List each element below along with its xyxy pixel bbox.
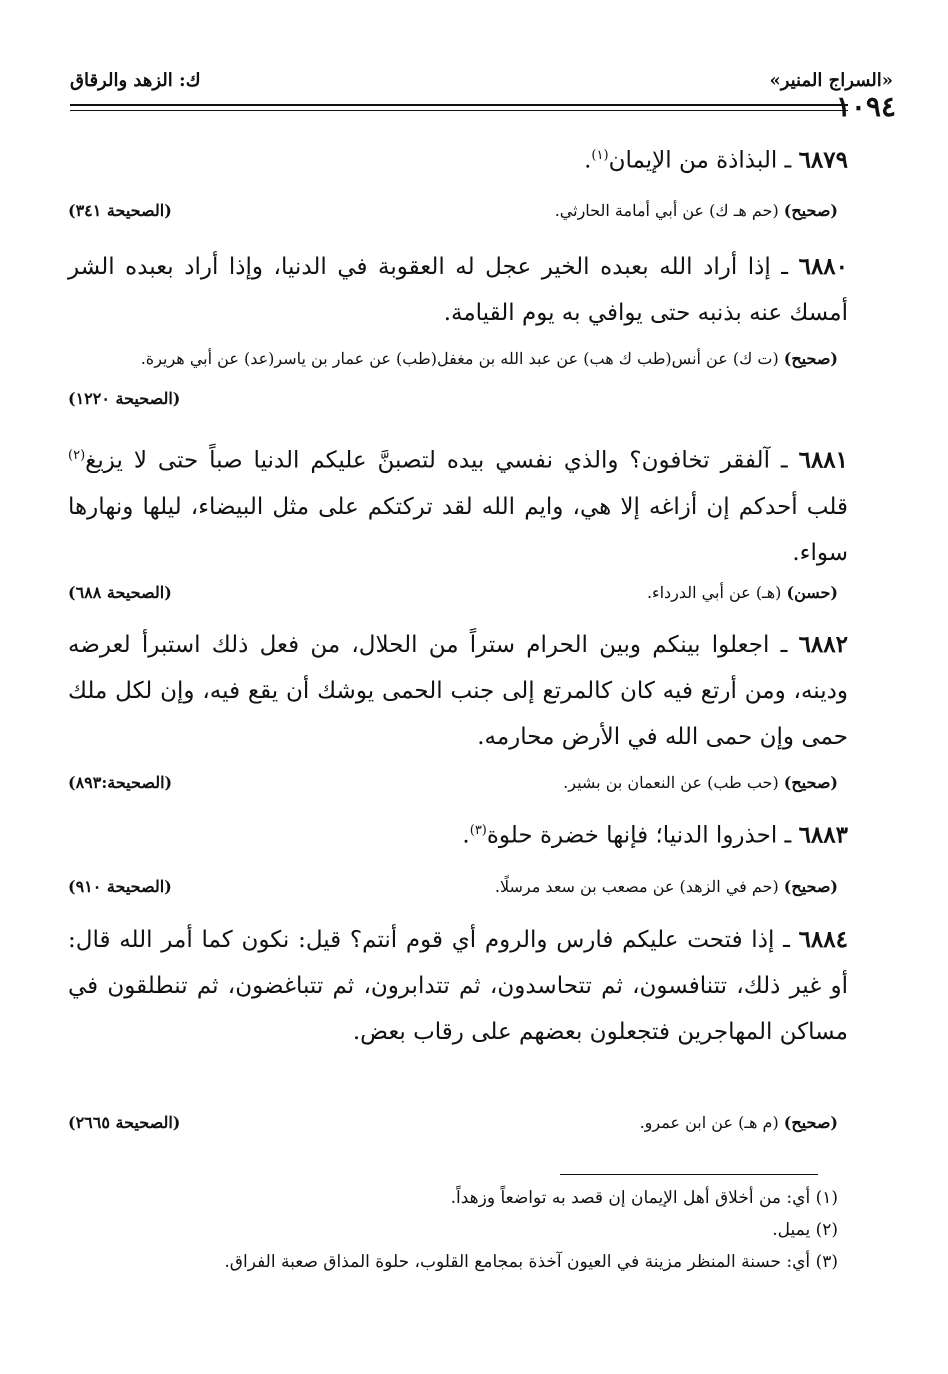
hadith-text: ـ آلفقر تخافون؟ والذي نفسي بيده لتصبنَّ عليكم الدنيا صباً حتى لا يزيغ	[85, 447, 788, 474]
hadith-source	[68, 342, 838, 408]
hadith-number: ٦٨٨٢	[798, 631, 848, 658]
footnote	[68, 1246, 838, 1278]
source-text: (حم في الزهد) عن مصعب بن سعد مرسلًا.	[494, 877, 779, 896]
hadith-grade: (حسن)	[786, 583, 838, 602]
hadith-entry	[68, 244, 848, 336]
reference: (الصحيحة ٩١٠)	[68, 877, 172, 896]
hadith-grade: (صحيح)	[783, 349, 838, 368]
source-text: (ت ك) عن أنس(طب ك هب) عن عبد الله بن مغفل(طب) عن عمار بن ياسر(عد) عن أبي هريرة.	[140, 349, 779, 368]
hadith-entry: ٦٨٧٩ ـ البذاذة من الإيمان$^{(١)}$.	[584, 146, 848, 174]
reference: (الصحيحة ٢٦٦٥)	[68, 1113, 181, 1132]
hadith-source	[68, 766, 838, 800]
reference: (الصحيحة ٦٨٨)	[68, 583, 172, 602]
reference: (الصحيحة ١٢٢٠)	[68, 389, 181, 408]
footnote-rule	[560, 1174, 818, 1175]
header-rule	[70, 104, 848, 106]
footnote-number: (٣)	[815, 1252, 838, 1272]
hadith-entry	[68, 917, 848, 1055]
reference: (الصحيحة ٣٤١)	[68, 201, 172, 220]
hadith-number: ٦٨٨٣	[798, 821, 848, 849]
footnotes	[68, 1182, 838, 1278]
footnote-text: يميل.	[772, 1220, 811, 1240]
footnote	[68, 1182, 838, 1214]
footnote-marker: (٣)	[469, 823, 487, 838]
hadith-grade: (صحيح)	[783, 773, 838, 792]
footnote-number: (١)	[815, 1188, 838, 1208]
hadith-grade: (صحيح)	[783, 877, 838, 896]
page-number: ١٠٩٤	[835, 90, 896, 123]
page-header	[70, 70, 893, 100]
hadith-source	[68, 1106, 838, 1140]
hadith-entry: ٦٨٨٣ ـ احذروا الدنيا؛ فإنها خضرة حلوة$^{(٣)}$.	[462, 821, 848, 849]
source-text: (حم هـ ك) عن أبي أمامة الحارثي.	[554, 201, 779, 220]
hadith-entry: ٦٨٨١ ـ آلفقر تخافون؟ والذي نفسي بيده لتصبنَّ عليكم الدنيا صباً حتى لا يزيغ$^{(٢)}$ قلب أحدكم إن أزاغه إلا هي، وايم الله لقد تركتكم على مثل البيضاء، ليلها ونهارها سواء.	[68, 446, 849, 566]
hadith-text: ـ اجعلوا بينكم وبين الحرام ستراً من الحلال، من فعل ذلك استبرأ لعرضه ودينه، ومن أرتع فيه كان كالمرتع إلى جنب الحمى يوشك أن يقع فيه، وإن لكل ملك حمى وإن حمى الله في الأرض محارمه.	[68, 632, 848, 750]
hadith-number: ٦٨٧٩	[798, 146, 848, 174]
source-text: (م هـ) عن ابن عمرو.	[639, 1113, 779, 1132]
footnote-marker: (٢)	[68, 448, 86, 463]
hadith-grade: (صحيح)	[783, 201, 838, 220]
hadith-number: ٦٨٨١	[798, 446, 849, 474]
hadith-grade: (صحيح)	[783, 1113, 838, 1132]
hadith-source	[68, 194, 838, 228]
hadith-source	[68, 870, 838, 904]
hadith-text: ـ إذا أراد الله بعبده الخير عجل له العقوبة في الدنيا، وإذا أراد بعبده الشر أمسك عنه بذنبه حتى يوافي به يوم القيامة.	[68, 254, 848, 326]
footnote-marker: (١)	[591, 148, 609, 163]
hadith-entry	[68, 622, 848, 760]
book-title: «السراج المنير»	[769, 70, 893, 91]
footnote-text: أي: من أخلاق أهل الإيمان إن قصد به تواضعاً وزهداً.	[450, 1188, 811, 1208]
footnote	[68, 1214, 838, 1246]
footnote-number: (٢)	[815, 1220, 838, 1240]
reference: (الصحيحة:٨٩٣)	[68, 773, 173, 792]
footnote-text: أي: حسنة المنظر مزينة في العيون آخذة بمجامع القلوب، حلوة المذاق صعبة الفراق.	[224, 1252, 811, 1272]
hadith-source	[68, 576, 838, 610]
hadith-text: ـ إذا فتحت عليكم فارس والروم أي قوم أنتم؟ قيل: نكون كما أمر الله قال: أو غير ذلك، تتنافسون، ثم تتحاسدون، ثم تتدابرون، ثم تتباغضون، ثم تنطلقون في مساكن المهاجرين فتجعلون بعضهم على رقاب بعض.	[68, 927, 848, 1045]
chapter-title: ك: الزهد والرقاق	[70, 70, 201, 91]
hadith-text: ـ احذروا الدنيا؛ فإنها خضرة حلوة	[486, 822, 792, 849]
source-text: (حب طب) عن النعمان بن بشير.	[563, 773, 779, 792]
hadith-number: ٦٨٨٠	[798, 253, 849, 280]
source-text: (هـ) عن أبي الدرداء.	[646, 583, 782, 602]
header-rule-thin	[70, 110, 848, 111]
hadith-text: ـ البذاذة من الإيمان	[608, 147, 792, 174]
hadith-number: ٦٨٨٤	[798, 926, 848, 953]
